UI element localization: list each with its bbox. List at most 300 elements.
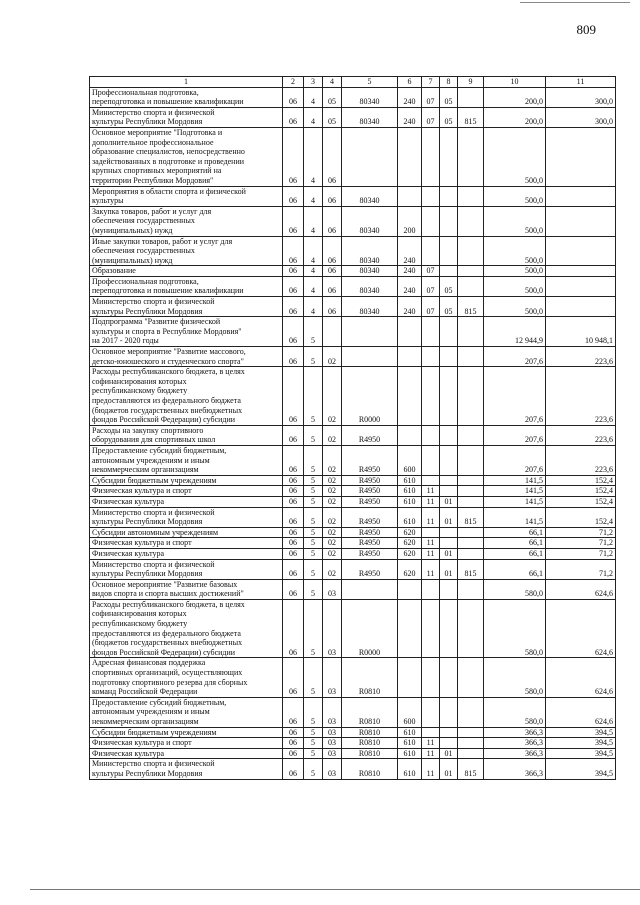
code-cell: R4950 [342, 445, 398, 475]
code-cell: 620 [398, 548, 422, 559]
row-name-line: культуры [92, 196, 124, 206]
code-cell: 06 [283, 579, 304, 599]
row-name-line: культуры Республики Мордовия [92, 768, 203, 778]
amount-cell: 394,5 [546, 748, 616, 759]
row-name-cell [90, 206, 283, 236]
column-header: 9 [458, 77, 484, 88]
code-cell: 11 [422, 738, 440, 749]
amount-cell: 366,3 [484, 748, 546, 759]
row-name-cell [90, 548, 283, 559]
column-header: 5 [342, 77, 398, 88]
code-cell: 5 [304, 486, 323, 497]
amount-cell: 624,6 [546, 697, 616, 727]
row-name-line: Расходы республиканского бюджета, в целях [92, 599, 245, 609]
table-row [90, 496, 616, 507]
row-name-cell [90, 507, 283, 527]
bottom-edge-line [30, 889, 640, 890]
column-header: 1 [90, 77, 283, 88]
code-cell: 06 [283, 367, 304, 426]
amount-cell: 500,0 [484, 186, 546, 206]
code-cell: 240 [398, 87, 422, 107]
code-cell: 06 [283, 599, 304, 658]
code-cell [398, 658, 422, 697]
code-cell: 06 [283, 538, 304, 549]
amount-cell: 366,3 [484, 727, 546, 738]
table-row [90, 347, 616, 367]
code-cell: 01 [440, 748, 458, 759]
code-cell [440, 266, 458, 277]
code-cell [458, 697, 484, 727]
code-cell: 02 [323, 548, 342, 559]
code-cell [440, 486, 458, 497]
code-cell: 03 [323, 748, 342, 759]
row-name-line: (бюджетов государственных внебюджетных [92, 638, 243, 648]
code-cell [440, 727, 458, 738]
code-cell: 620 [398, 559, 422, 579]
amount-cell: 152,4 [546, 496, 616, 507]
code-cell: R4950 [342, 527, 398, 538]
code-cell: 03 [323, 759, 342, 779]
code-cell [440, 445, 458, 475]
code-cell: 06 [283, 425, 304, 445]
code-cell: 4 [304, 276, 323, 296]
amount-cell: 366,3 [484, 738, 546, 749]
code-cell: 5 [304, 727, 323, 738]
code-cell: 80340 [342, 186, 398, 206]
code-cell [422, 658, 440, 697]
code-cell: 01 [440, 496, 458, 507]
code-cell [440, 738, 458, 749]
row-name-line: Мероприятия в области спорта и физической [92, 186, 246, 196]
code-cell: 5 [304, 697, 323, 727]
code-cell: 06 [323, 127, 342, 186]
row-name-line: Физическая культура и спорт [92, 538, 192, 548]
code-cell [440, 317, 458, 347]
code-cell [458, 748, 484, 759]
table-row [90, 538, 616, 549]
row-name-cell [90, 297, 283, 317]
code-cell [398, 367, 422, 426]
code-cell: 5 [304, 475, 323, 486]
code-cell: 5 [304, 599, 323, 658]
code-cell: 610 [398, 738, 422, 749]
row-name-line: обеспечения государственных [92, 246, 195, 256]
code-cell [440, 127, 458, 186]
code-cell [458, 486, 484, 497]
row-name-cell [90, 538, 283, 549]
amount-cell: 500,0 [484, 206, 546, 236]
code-cell: 4 [304, 87, 323, 107]
code-cell: 5 [304, 548, 323, 559]
code-cell: 06 [323, 206, 342, 236]
table-row [90, 186, 616, 206]
amount-cell: 207,6 [484, 425, 546, 445]
row-name-cell [90, 697, 283, 727]
code-cell: 80340 [342, 87, 398, 107]
row-name-line: задействованных в подготовке и проведении [92, 156, 245, 166]
column-header: 8 [440, 77, 458, 88]
code-cell: 11 [422, 548, 440, 559]
code-cell: 610 [398, 507, 422, 527]
code-cell: 5 [304, 507, 323, 527]
row-name-cell [90, 87, 283, 107]
table-row [90, 475, 616, 486]
amount-cell: 300,0 [546, 107, 616, 127]
amount-cell: 394,5 [546, 727, 616, 738]
code-cell: 06 [283, 697, 304, 727]
code-cell: 5 [304, 538, 323, 549]
code-cell: 06 [283, 496, 304, 507]
table-row [90, 317, 616, 347]
amount-cell [546, 276, 616, 296]
code-cell: 02 [323, 425, 342, 445]
code-cell [398, 186, 422, 206]
code-cell [458, 445, 484, 475]
code-cell: 240 [398, 297, 422, 317]
code-cell: 06 [283, 107, 304, 127]
row-name-line: Субсидии бюджетным учреждениям [92, 727, 217, 737]
code-cell: 815 [458, 297, 484, 317]
code-cell: R4950 [342, 475, 398, 486]
code-cell [422, 445, 440, 475]
code-cell: 80340 [342, 206, 398, 236]
amount-cell: 10 948,1 [546, 317, 616, 347]
code-cell [458, 496, 484, 507]
code-cell: 4 [304, 127, 323, 186]
code-cell: 03 [323, 727, 342, 738]
code-cell [458, 475, 484, 486]
amount-cell: 141,5 [484, 496, 546, 507]
code-cell: 02 [323, 445, 342, 475]
amount-cell [546, 297, 616, 317]
code-cell: 06 [283, 317, 304, 347]
amount-cell: 580,0 [484, 697, 546, 727]
row-name-line: республиканскому бюджету [92, 386, 188, 396]
code-cell: 03 [323, 579, 342, 599]
code-cell: 06 [283, 236, 304, 266]
table-row [90, 266, 616, 277]
code-cell: 610 [398, 748, 422, 759]
code-cell [458, 658, 484, 697]
code-cell: R4950 [342, 559, 398, 579]
amount-cell: 223,6 [546, 425, 616, 445]
row-name-cell [90, 486, 283, 497]
code-cell: 01 [440, 559, 458, 579]
code-cell [440, 658, 458, 697]
code-cell [398, 317, 422, 347]
row-name-line: Министерство спорта и физической [92, 507, 215, 517]
row-name-line: Иные закупки товаров, работ и услуг для [92, 236, 233, 246]
column-header: 6 [398, 77, 422, 88]
page-number: 809 [576, 22, 596, 37]
code-cell [458, 738, 484, 749]
code-cell: R4950 [342, 548, 398, 559]
row-name-line: образование специалистов, непосредственно [92, 147, 245, 157]
table-row [90, 748, 616, 759]
code-cell [422, 599, 440, 658]
row-name-line: некоммерческим организациям [92, 717, 199, 726]
code-cell: 06 [283, 276, 304, 296]
code-cell [398, 127, 422, 186]
table-row [90, 297, 616, 317]
table-row [90, 548, 616, 559]
column-header: 11 [546, 77, 616, 88]
code-cell: 06 [283, 445, 304, 475]
code-cell [440, 367, 458, 426]
row-name-cell [90, 347, 283, 367]
code-cell: 06 [283, 759, 304, 779]
row-name-cell [90, 317, 283, 347]
code-cell: R4950 [342, 507, 398, 527]
row-name-line: Министерство спорта и физической [92, 107, 215, 117]
code-cell [458, 127, 484, 186]
code-cell: 815 [458, 759, 484, 779]
row-name-line: культуры Республики Мордовия [92, 117, 203, 127]
code-cell: 03 [323, 599, 342, 658]
row-name-line: Министерство спорта и физической [92, 759, 215, 769]
row-name-line: (муниципальных) нужд [92, 255, 173, 265]
code-cell: R0810 [342, 748, 398, 759]
code-cell: 07 [422, 276, 440, 296]
code-cell [458, 527, 484, 538]
row-name-line: Предоставление субсидий бюджетным, [92, 445, 227, 455]
amount-cell: 66,1 [484, 527, 546, 538]
code-cell [398, 347, 422, 367]
code-cell: 80340 [342, 276, 398, 296]
code-cell: 02 [323, 538, 342, 549]
code-cell: 5 [304, 445, 323, 475]
code-cell [323, 317, 342, 347]
code-cell: 07 [422, 107, 440, 127]
code-cell: 80340 [342, 107, 398, 127]
code-cell [458, 548, 484, 559]
column-header: 10 [484, 77, 546, 88]
row-name-cell [90, 107, 283, 127]
top-edge-mark [520, 2, 630, 3]
code-cell [342, 347, 398, 367]
row-name-line: фондов Российской Федерации) субсидии [92, 415, 236, 425]
row-name-line: республиканскому бюджету [92, 619, 188, 629]
row-name-line: Физическая культура [92, 548, 165, 558]
code-cell: 06 [283, 548, 304, 559]
code-cell [422, 579, 440, 599]
row-name-cell [90, 738, 283, 749]
row-name-cell [90, 236, 283, 266]
code-cell: 06 [323, 266, 342, 277]
row-name-line: переподготовка и повышение квалификации [92, 97, 244, 107]
amount-cell: 71,2 [546, 559, 616, 579]
row-name-line: автономным учреждениям и иным [92, 455, 210, 465]
code-cell [458, 317, 484, 347]
code-cell: 600 [398, 697, 422, 727]
code-cell [440, 475, 458, 486]
code-cell: R0810 [342, 738, 398, 749]
code-cell: 06 [283, 527, 304, 538]
row-name-line: культуры Республики Мордовия [92, 306, 203, 316]
row-name-line: культуры Республики Мордовия [92, 569, 203, 579]
code-cell [458, 87, 484, 107]
code-cell: 06 [283, 475, 304, 486]
amount-cell: 200,0 [484, 107, 546, 127]
row-name-cell [90, 559, 283, 579]
amount-cell: 141,5 [484, 486, 546, 497]
row-name-line: предоставляются из федерального бюджета [92, 396, 241, 405]
code-cell [422, 475, 440, 486]
code-cell: 5 [304, 759, 323, 779]
code-cell [398, 599, 422, 658]
code-cell [440, 527, 458, 538]
code-cell: 815 [458, 559, 484, 579]
code-cell [458, 186, 484, 206]
row-name-cell [90, 579, 283, 599]
code-cell: 4 [304, 297, 323, 317]
amount-cell: 580,0 [484, 658, 546, 697]
code-cell [422, 425, 440, 445]
row-name-line: Министерство спорта и физической [92, 559, 215, 569]
amount-cell: 624,6 [546, 599, 616, 658]
row-name-line: софинансирования которых [92, 376, 187, 386]
row-name-line: Образование [92, 266, 136, 276]
code-cell: 02 [323, 367, 342, 426]
table-row [90, 107, 616, 127]
code-cell: 5 [304, 527, 323, 538]
code-cell: 5 [304, 658, 323, 697]
row-name-line: Основное мероприятие "Подготовка и [92, 127, 223, 137]
amount-cell [546, 236, 616, 266]
code-cell: 02 [323, 496, 342, 507]
amount-cell: 394,5 [546, 738, 616, 749]
code-cell: 80340 [342, 266, 398, 277]
budget-table [89, 76, 616, 780]
code-cell: 11 [422, 496, 440, 507]
code-cell [458, 347, 484, 367]
row-name-line: Расходы на закупку спортивного [92, 425, 204, 435]
table-row [90, 367, 616, 426]
amount-cell: 71,2 [546, 548, 616, 559]
table-row [90, 127, 616, 186]
code-cell: 240 [398, 107, 422, 127]
code-cell: 240 [398, 236, 422, 266]
code-cell [342, 579, 398, 599]
amount-cell: 223,6 [546, 347, 616, 367]
code-cell: 610 [398, 727, 422, 738]
code-cell [440, 697, 458, 727]
code-cell: 06 [283, 507, 304, 527]
row-name-line: Физическая культура и спорт [92, 486, 192, 496]
row-name-line: предоставляются из федерального бюджета [92, 628, 241, 638]
amount-cell: 152,4 [546, 486, 616, 497]
amount-cell: 624,6 [546, 658, 616, 697]
code-cell: 5 [304, 559, 323, 579]
row-name-line: автономным учреждениям и иным [92, 707, 210, 717]
code-cell: 11 [422, 486, 440, 497]
code-cell: 610 [398, 475, 422, 486]
table-row [90, 445, 616, 475]
code-cell: 06 [323, 236, 342, 266]
code-cell: 07 [422, 87, 440, 107]
column-header: 7 [422, 77, 440, 88]
amount-cell: 207,6 [484, 347, 546, 367]
row-name-line: команд Российской Федерации [92, 687, 198, 697]
table-body [90, 87, 616, 779]
row-name-line: Субсидии автономным учреждениям [92, 527, 219, 537]
row-name-line: Министерство спорта и физической [92, 297, 215, 307]
amount-cell: 394,5 [546, 759, 616, 779]
row-name-line: Основное мероприятие "Развитие базовых [92, 579, 238, 589]
code-cell: 02 [323, 486, 342, 497]
code-cell: 01 [440, 507, 458, 527]
code-cell: 4 [304, 236, 323, 266]
code-cell: 5 [304, 367, 323, 426]
amount-cell: 500,0 [484, 266, 546, 277]
code-cell: 06 [283, 748, 304, 759]
table-row [90, 236, 616, 266]
code-cell: 06 [323, 276, 342, 296]
code-cell: 5 [304, 347, 323, 367]
column-header: 4 [323, 77, 342, 88]
amount-cell: 500,0 [484, 276, 546, 296]
row-name-cell [90, 475, 283, 486]
code-cell: 11 [422, 538, 440, 549]
table-row [90, 486, 616, 497]
amount-cell: 223,6 [546, 445, 616, 475]
code-cell [440, 599, 458, 658]
row-name-line: подготовку спортивного резерва для сборных [92, 677, 248, 687]
code-cell: R0810 [342, 658, 398, 697]
code-cell [440, 579, 458, 599]
code-cell: 5 [304, 496, 323, 507]
code-cell: 06 [283, 127, 304, 186]
amount-cell: 141,5 [484, 475, 546, 486]
code-cell: 600 [398, 445, 422, 475]
code-cell: 620 [398, 527, 422, 538]
row-name-line: видов спорта и спорта высших достижений" [92, 589, 244, 599]
row-name-line: софинансирования которых [92, 609, 187, 619]
code-cell: 80340 [342, 236, 398, 266]
row-name-line: крупных спортивных мероприятий на [92, 166, 222, 176]
code-cell: 4 [304, 107, 323, 127]
row-name-line: территории Республики Мордовия" [92, 175, 214, 185]
row-name-line: дополнительное профессиональное [92, 137, 214, 147]
code-cell: 06 [283, 486, 304, 497]
code-cell: 01 [440, 548, 458, 559]
amount-cell: 500,0 [484, 236, 546, 266]
code-cell [398, 425, 422, 445]
row-name-line: Профессиональная подготовка, [92, 87, 199, 97]
row-name-line: некоммерческим организациям [92, 465, 199, 475]
code-cell: R0810 [342, 727, 398, 738]
code-cell: 07 [422, 266, 440, 277]
row-name-cell [90, 658, 283, 697]
amount-cell: 500,0 [484, 297, 546, 317]
code-cell [440, 186, 458, 206]
amount-cell: 12 944,9 [484, 317, 546, 347]
table-row [90, 276, 616, 296]
code-cell: 01 [440, 759, 458, 779]
code-cell: 610 [398, 496, 422, 507]
code-cell: R4950 [342, 486, 398, 497]
table-row [90, 507, 616, 527]
code-cell: 02 [323, 475, 342, 486]
code-cell: 5 [304, 317, 323, 347]
code-cell [422, 727, 440, 738]
row-name-cell [90, 727, 283, 738]
row-name-line: Физическая культура [92, 496, 165, 506]
table-row [90, 727, 616, 738]
code-cell [458, 727, 484, 738]
row-name-line: культуры Республики Мордовия [92, 517, 203, 527]
amount-cell [546, 266, 616, 277]
